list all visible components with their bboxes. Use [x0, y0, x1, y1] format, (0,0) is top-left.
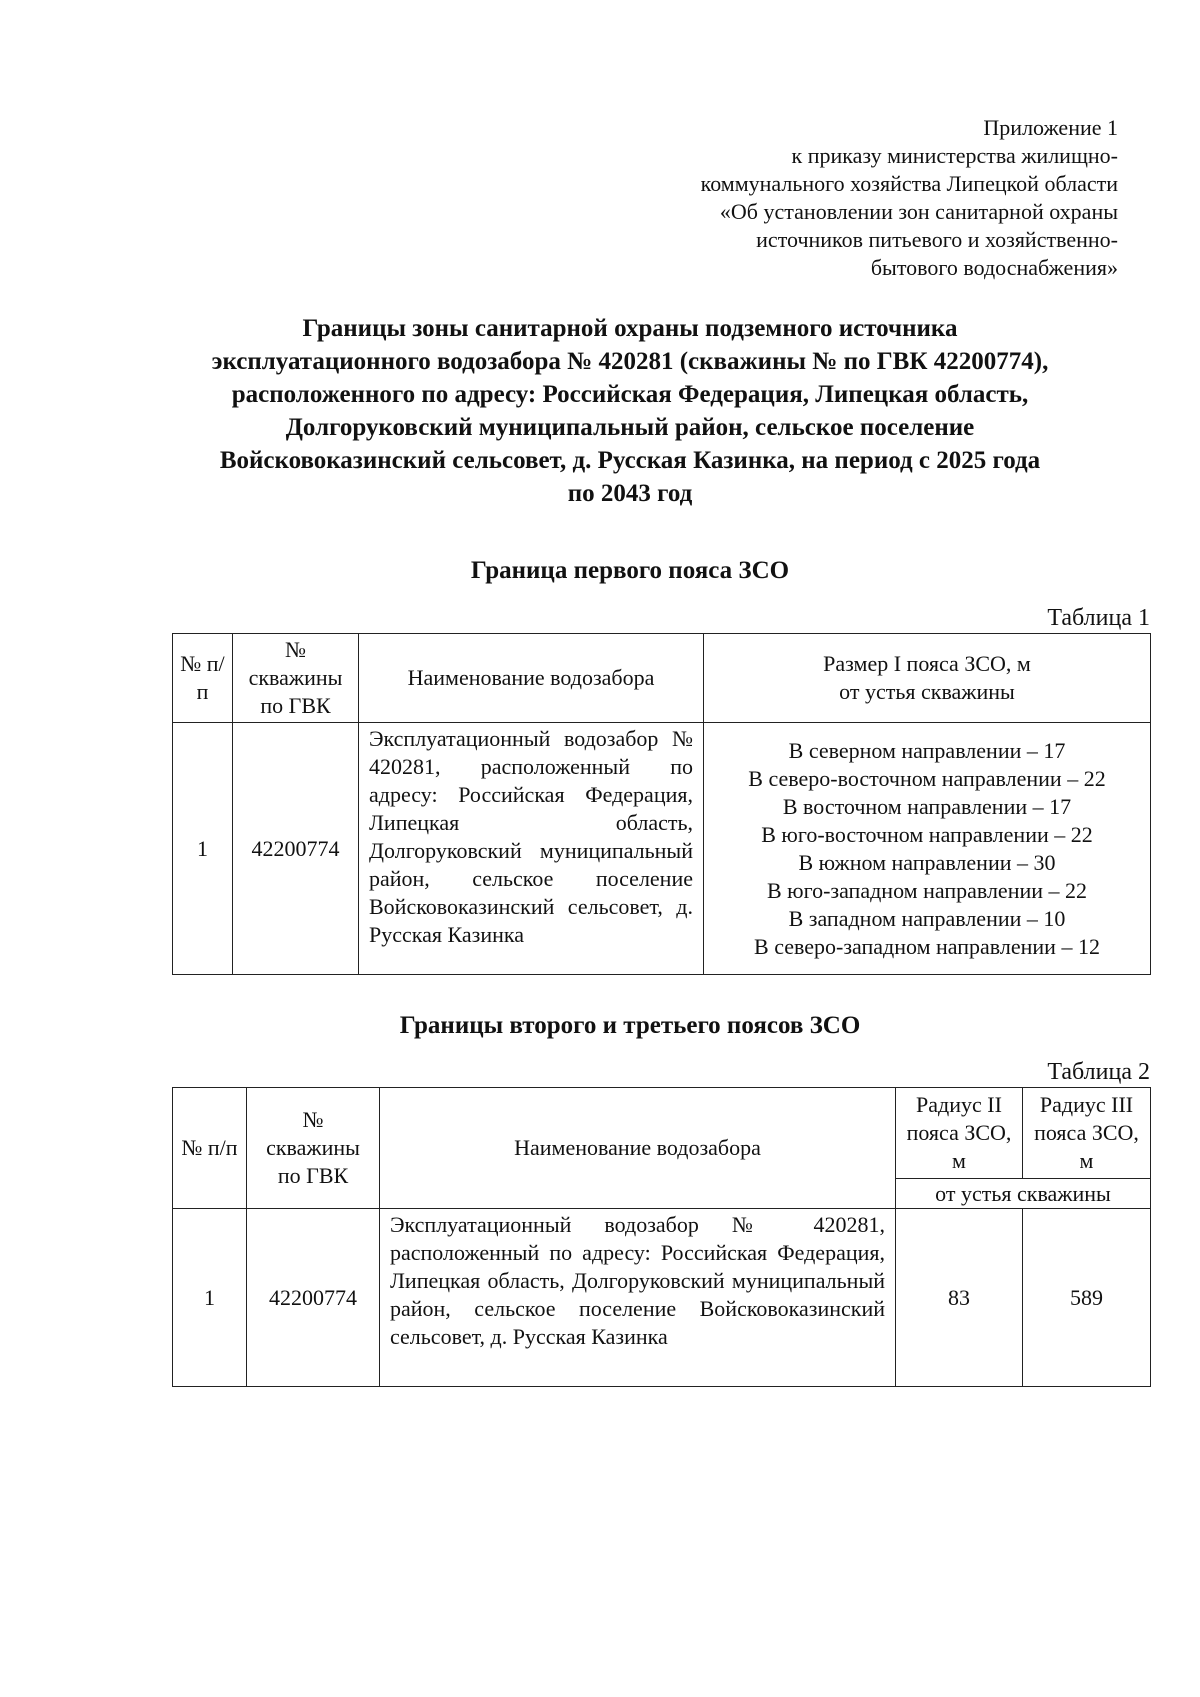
- header-radius-2: Радиус II пояса ЗСО, м: [896, 1088, 1023, 1179]
- direction-line: В юго-западном направлении – 22: [766, 877, 1088, 903]
- direction-line: В северо-восточном направлении – 22: [748, 765, 1106, 791]
- cell-directions: [704, 723, 1151, 975]
- direction-line: В южном направлении – 30: [798, 849, 1056, 875]
- title-line: Долгоруковский муниципальный район, сельское поселение: [285, 414, 975, 441]
- section-heading-first-belt: Граница первого пояса ЗСО: [470, 557, 790, 584]
- table-row: [173, 1209, 1151, 1387]
- cell-name: Эксплуатационный водозабор № 420281, расположенный по адресу: Российская Федерация, Липецкая область, Долгоруковский муниципальный район, сельское поселение Войсковоказинский сельсовет, д. Русская Казинка: [380, 1209, 896, 1387]
- header-name: Наименование водозабора: [380, 1088, 896, 1209]
- header-name: Наименование водозабора: [359, 634, 704, 723]
- direction-line: В северном направлении – 17: [788, 737, 1066, 763]
- title-line: Границы зоны санитарной охраны подземного источника: [302, 315, 958, 342]
- table-second-third-belts: [172, 1087, 1151, 1387]
- appendix-line: «Об установлении зон санитарной охраны: [719, 199, 1118, 224]
- cell-well: 42200774: [233, 723, 359, 975]
- cell-radius-3: 589: [1023, 1209, 1151, 1387]
- table-caption-1: Таблица 1: [1047, 605, 1150, 631]
- document-title: [160, 312, 1100, 510]
- table-caption-2: Таблица 2: [1047, 1059, 1150, 1085]
- section-heading-second-third-belts: Границы второго и третьего поясов ЗСО: [399, 1012, 861, 1039]
- header-size: [704, 634, 1151, 723]
- appendix-note: [558, 114, 1118, 282]
- header-well: № скважины по ГВК: [247, 1088, 380, 1209]
- table-header-row: [173, 1088, 1151, 1179]
- appendix-line: источников питьевого и хозяйственно-: [756, 227, 1118, 252]
- appendix-line: к приказу министерства жилищно-: [791, 143, 1118, 168]
- direction-line: В северо-западном направлении – 12: [754, 933, 1100, 959]
- header-from-wellhead: от устья скважины: [896, 1179, 1151, 1209]
- title-line: по 2043 год: [567, 480, 693, 507]
- table-header-row: [173, 634, 1151, 723]
- cell-num: 1: [173, 723, 233, 975]
- appendix-line: бытового водоснабжения»: [870, 255, 1118, 280]
- title-line: эксплуатационного водозабора № 420281 (скважины № по ГВК 42200774),: [211, 348, 1049, 375]
- direction-line: В восточном направлении – 17: [782, 793, 1072, 819]
- cell-well: 42200774: [247, 1209, 380, 1387]
- cell-radius-2: 83: [896, 1209, 1023, 1387]
- appendix-line: коммунального хозяйства Липецкой области: [700, 171, 1118, 196]
- cell-num: 1: [173, 1209, 247, 1387]
- header-size-line: Размер I пояса ЗСО, м: [823, 651, 1031, 676]
- appendix-line: Приложение 1: [983, 115, 1118, 140]
- direction-line: В западном направлении – 10: [788, 905, 1066, 931]
- header-num: № п/п: [173, 1088, 247, 1209]
- cell-name: Эксплуатационный водозабор № 420281, расположенный по адресу: Российская Федерация, Липецкая область, Долгоруковский муниципальный район, сельское поселение Войсковоказинский сельсовет, д. Русская Казинка: [359, 723, 704, 975]
- title-line: расположенного по адресу: Российская Федерация, Липецкая область,: [231, 381, 1029, 408]
- header-size-line: от устья скважины: [839, 679, 1015, 704]
- title-line: Войсковоказинский сельсовет, д. Русская Казинка, на период с 2025 года: [219, 447, 1041, 474]
- table-first-belt: [172, 633, 1151, 975]
- header-radius-3: Радиус III пояса ЗСО, м: [1023, 1088, 1151, 1179]
- table-row: [173, 723, 1151, 975]
- header-well: № скважины по ГВК: [233, 634, 359, 723]
- direction-line: В юго-восточном направлении – 22: [761, 821, 1093, 847]
- header-num: № п/п: [173, 634, 233, 723]
